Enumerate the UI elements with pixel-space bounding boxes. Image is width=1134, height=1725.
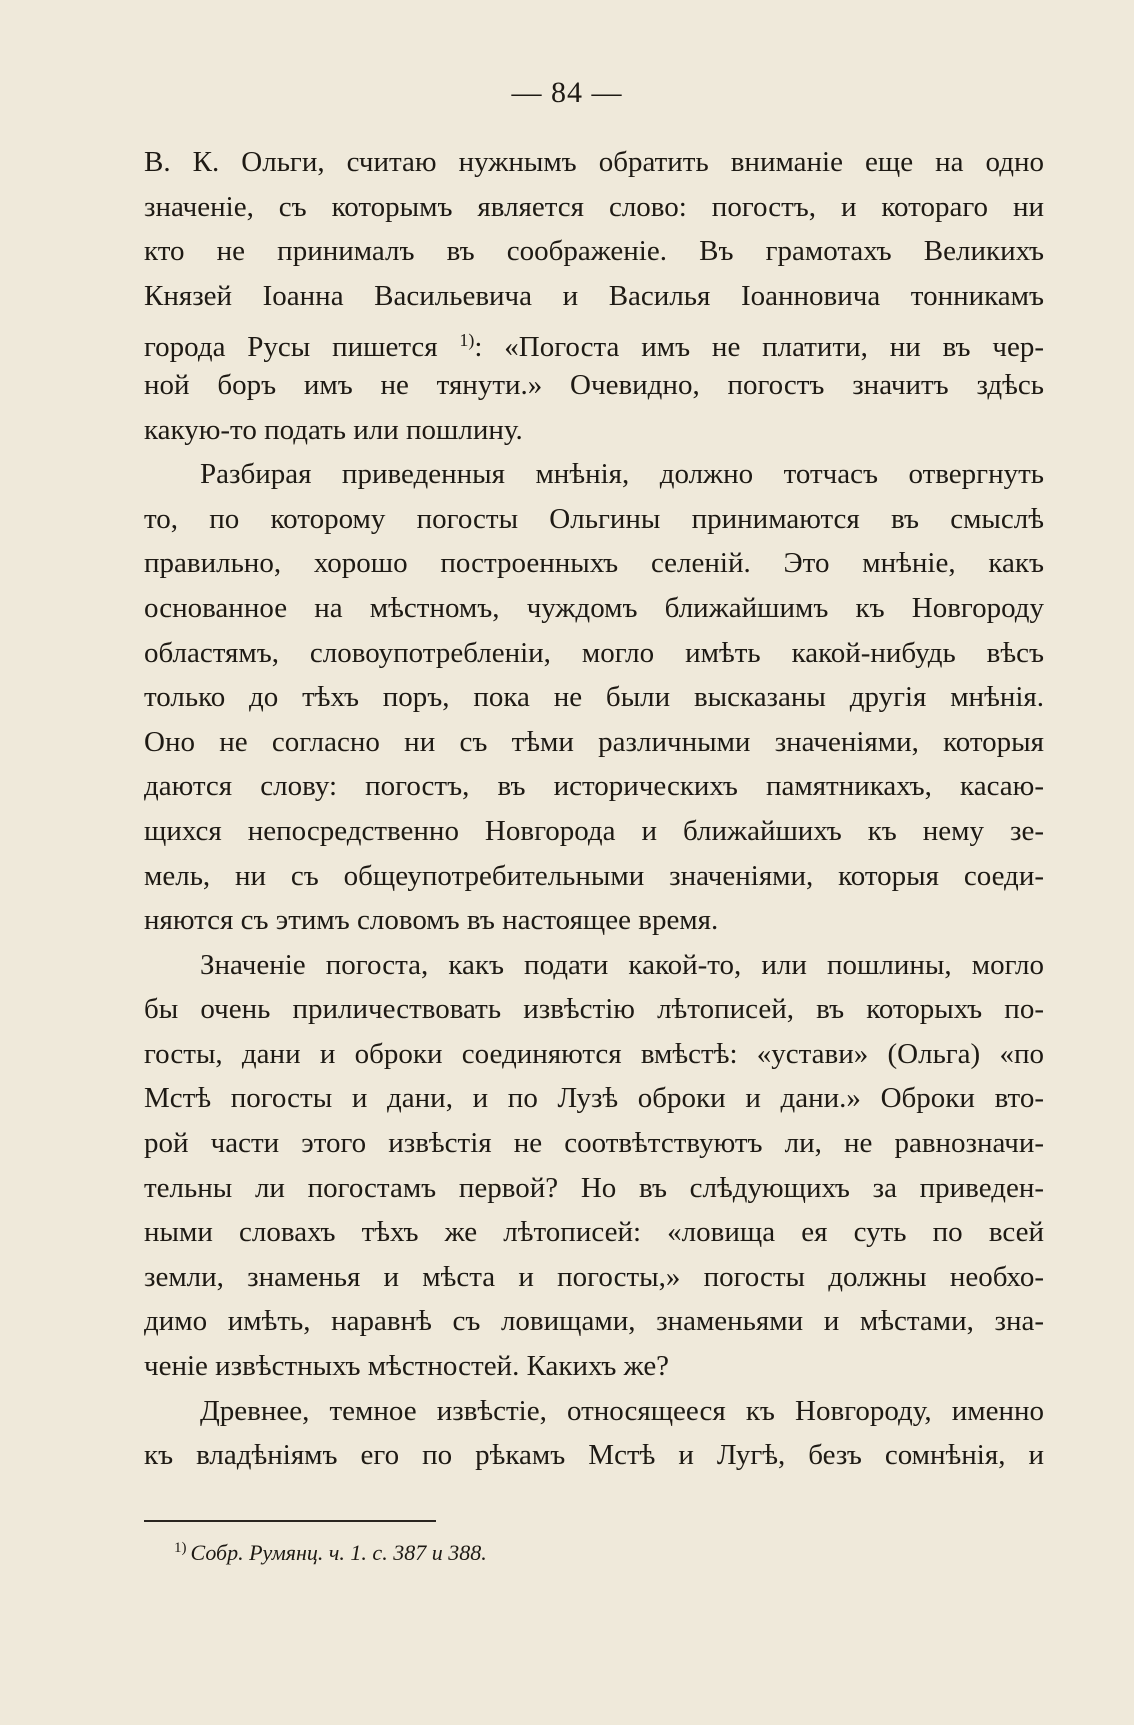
text-line: значеніе, съ которымъ является слово: погостъ, и котораго ни <box>144 190 1044 223</box>
text-line: ной боръ имъ не тянути.» Очевидно, погостъ значитъ здѣсь <box>144 368 1044 401</box>
text-segment: города Русы пишется <box>144 331 438 364</box>
paragraph <box>144 943 1044 1389</box>
page-number: — 84 — <box>511 76 623 109</box>
text-line: къ владѣніямъ его по рѣкамъ Мстѣ и Лугѣ, безъ сомнѣнія, и <box>144 1439 1044 1472</box>
text-line: Разбирая приведенныя мнѣнія, должно тотчасъ отвергнуть <box>200 458 1044 491</box>
text-line: какую-то подать или пошлину. <box>144 413 523 446</box>
text-line: только до тѣхъ поръ, пока не были высказаны другія мнѣнія. <box>144 681 1044 714</box>
text-line: тельны ли погостамъ первой? Но въ слѣдующихъ за приведен- <box>144 1171 1044 1204</box>
text-segment: : «Погоста имъ не платити, ни въ чер- <box>474 331 1044 364</box>
text-line: Древнее, темное извѣстіе, относящееся къ Новгороду, именно <box>200 1394 1044 1427</box>
text-line: няются съ этимъ словомъ въ настоящее время. <box>144 904 719 937</box>
footnote <box>174 1540 487 1566</box>
paragraph <box>144 452 1044 943</box>
text-line: щихся непосредственно Новгорода и ближайшихъ къ нему зе- <box>144 814 1044 847</box>
text-line: областямъ, словоупотребленіи, могло имѣть какой-нибудь вѣсъ <box>144 636 1044 669</box>
text-line: В. К. Ольги, считаю нужнымъ обратить вниманіе еще на одно <box>144 146 1044 178</box>
text-line: кто не принималъ въ соображеніе. Въ грамотахъ Великихъ <box>144 235 1044 268</box>
text-line: рой части этого извѣстія не соотвѣтствуютъ ли, не равнозначи- <box>144 1127 1044 1160</box>
text-line: основанное на мѣстномъ, чуждомъ ближайшимъ къ Новгороду <box>144 591 1044 624</box>
text-line: то, по которому погосты Ольгины принимаются въ смыслѣ <box>144 502 1044 535</box>
text-line: Князей Іоанна Васильевича и Василья Іоанновича тонникамъ <box>144 279 1044 312</box>
paragraph <box>144 140 1044 452</box>
text-line: димо имѣть, наравнѣ съ ловищами, знаменьями и мѣстами, зна- <box>144 1305 1044 1338</box>
text-line: ченіе извѣстныхъ мѣстностей. Какихъ же? <box>144 1350 670 1383</box>
paragraph <box>144 1389 1044 1478</box>
text-line: земли, знаменья и мѣста и погосты,» погосты должны необхо- <box>144 1260 1044 1293</box>
text-line <box>144 318 1044 363</box>
text-line: правильно, хорошо построенныхъ селеній. Это мнѣніе, какъ <box>144 547 1044 580</box>
text-line: даются слову: погостъ, въ историческихъ памятникахъ, касаю- <box>144 770 1044 803</box>
text-line: Значеніе погоста, какъ подати какой-то, или пошлины, могло <box>200 948 1044 981</box>
text-line: госты, дани и оброки соединяются вмѣстѣ: «устави» (Ольга) «по <box>144 1037 1044 1070</box>
footnote-divider <box>144 1520 436 1522</box>
footnote-mark: 1) <box>174 1540 187 1556</box>
text-line: ными словахъ тѣхъ же лѣтописей: «ловища ея суть по всей <box>144 1216 1044 1249</box>
text-line: Мстѣ погосты и дани, и по Лузѣ оброки и дани.» Оброки вто- <box>144 1082 1044 1115</box>
footnote-text: Собр. Румянц. ч. 1. с. 387 и 388. <box>190 1540 487 1565</box>
body-text <box>144 140 1044 1478</box>
footnote-reference: 1) <box>459 330 475 351</box>
text-line: Оно не согласно ни съ тѣми различными значеніями, которыя <box>144 725 1044 758</box>
text-line: мель, ни съ общеупотребительными значеніями, которыя соеди- <box>144 859 1044 892</box>
text-line: бы очень приличествовать извѣстію лѣтописей, въ которыхъ по- <box>144 993 1044 1026</box>
